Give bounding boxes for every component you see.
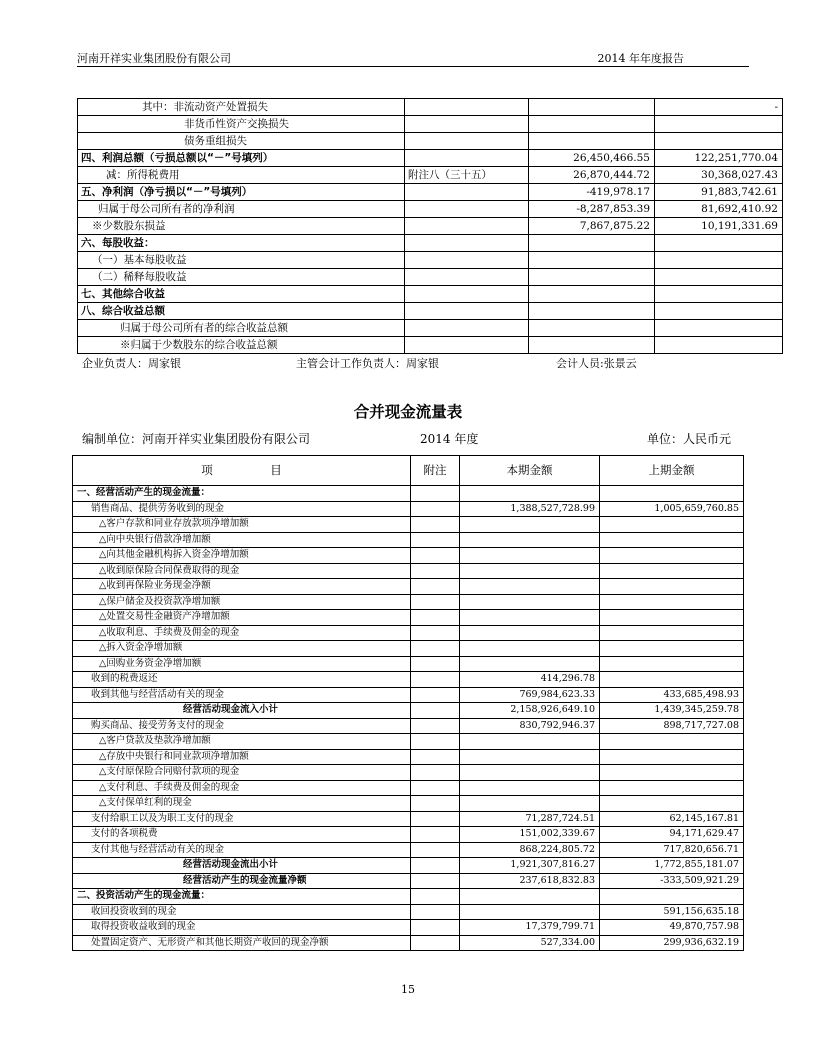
- row-label: △回购业务资金净增加额: [73, 656, 411, 672]
- row-label: 债务重组损失: [78, 133, 405, 150]
- signature-accountant: 会计人员:张景云: [556, 357, 637, 370]
- col-header-note: 附注: [411, 456, 460, 486]
- row-current-amount: [460, 749, 600, 765]
- row-current-amount: [460, 563, 600, 579]
- row-current-amount: [529, 252, 655, 269]
- row-current-amount: 71,287,724.51: [460, 811, 600, 827]
- row-label: 收到的税费返还: [73, 672, 411, 688]
- row-label: 七、其他综合收益: [78, 286, 405, 303]
- row-label: 取得投资收益收到的现金: [73, 920, 411, 936]
- row-label: 八、综合收益总额: [78, 303, 405, 320]
- table-row: [73, 873, 744, 889]
- row-note: [411, 641, 460, 657]
- row-current-amount: [460, 532, 600, 548]
- income-statement-table: [77, 98, 783, 354]
- preparer-unit: 编制单位：河南开祥实业集团股份有限公司: [82, 432, 311, 446]
- row-note: [411, 625, 460, 641]
- row-current-amount: 527,334.00: [460, 935, 600, 951]
- table-row: [73, 904, 744, 920]
- row-label: ※少数股东损益: [78, 218, 405, 235]
- row-note: [411, 532, 460, 548]
- table-row: [78, 252, 783, 269]
- table-row: [78, 218, 783, 235]
- row-current-amount: [529, 320, 655, 337]
- row-label: 非货币性资产交换损失: [78, 116, 405, 133]
- row-previous-amount: [600, 610, 744, 626]
- row-previous-amount: [655, 252, 783, 269]
- row-label: 归属于母公司所有者的综合收益总额: [78, 320, 405, 337]
- row-previous-amount: [600, 625, 744, 641]
- table-row: [73, 920, 744, 936]
- table-row: [78, 269, 783, 286]
- row-previous-amount: 299,936,632.19: [600, 935, 744, 951]
- row-note: [411, 672, 460, 688]
- row-previous-amount: [600, 641, 744, 657]
- table-row: [73, 811, 744, 827]
- row-label: △客户存款和同业存放款项净增加额: [73, 517, 411, 533]
- row-label: △收取利息、手续费及佣金的现金: [73, 625, 411, 641]
- table-row: [73, 517, 744, 533]
- row-note: [405, 218, 529, 235]
- table-row: [73, 641, 744, 657]
- table-row: [73, 765, 744, 781]
- row-current-amount: [529, 99, 655, 116]
- page-number: 15: [401, 983, 415, 996]
- row-previous-amount: 898,717,727.08: [600, 718, 744, 734]
- row-label: △支付原保险合同赔付款项的现金: [73, 765, 411, 781]
- row-current-amount: [529, 235, 655, 252]
- row-label: 经营活动产生的现金流量净额: [73, 873, 411, 889]
- table-row: [73, 548, 744, 564]
- row-previous-amount: [655, 303, 783, 320]
- row-label: 减：所得税费用: [78, 167, 405, 184]
- row-previous-amount: [600, 532, 744, 548]
- row-previous-amount: -333,509,921.29: [600, 873, 744, 889]
- row-note: [411, 858, 460, 874]
- row-label: 经营活动现金流入小计: [73, 703, 411, 719]
- page-header: [77, 50, 746, 67]
- row-label: △支付保单红利的现金: [73, 796, 411, 812]
- row-current-amount: 769,984,623.33: [460, 687, 600, 703]
- row-previous-amount: [600, 889, 744, 905]
- table-row: [78, 116, 783, 133]
- row-previous-amount: [600, 734, 744, 750]
- row-note: [411, 935, 460, 951]
- row-previous-amount: [600, 780, 744, 796]
- row-current-amount: [529, 286, 655, 303]
- row-previous-amount: 62,145,167.81: [600, 811, 744, 827]
- row-current-amount: 830,792,946.37: [460, 718, 600, 734]
- table-row: [78, 320, 783, 337]
- col-header-previous: 上期金额: [600, 456, 744, 486]
- header-company: 河南开祥实业集团股份有限公司: [77, 52, 231, 65]
- row-label: △处置交易性金融资产净增加额: [73, 610, 411, 626]
- row-label: 经营活动现金流出小计: [73, 858, 411, 874]
- table-row: [78, 286, 783, 303]
- row-label: 五、净利润（净亏损以“－”号填列）: [78, 184, 405, 201]
- row-note: [411, 548, 460, 564]
- table-row: [73, 935, 744, 951]
- table-row: [73, 563, 744, 579]
- row-previous-amount: [655, 235, 783, 252]
- row-label: △支付利息、手续费及佣金的现金: [73, 780, 411, 796]
- row-label: 支付的各项税费: [73, 827, 411, 843]
- row-current-amount: 17,379,799.71: [460, 920, 600, 936]
- row-note: [405, 201, 529, 218]
- header-divider: [77, 66, 749, 67]
- row-label: 支付给职工以及为职工支付的现金: [73, 811, 411, 827]
- row-current-amount: 26,870,444.72: [529, 167, 655, 184]
- table-row: [78, 150, 783, 167]
- row-note: [411, 656, 460, 672]
- row-current-amount: [460, 517, 600, 533]
- row-label: ※归属于少数股东的综合收益总额: [78, 337, 405, 354]
- row-note: [411, 517, 460, 533]
- row-label: 归属于母公司所有者的净利润: [78, 201, 405, 218]
- row-previous-amount: 91,883,742.61: [655, 184, 783, 201]
- row-previous-amount: -: [655, 99, 783, 116]
- table-row: [73, 718, 744, 734]
- table-row: [78, 184, 783, 201]
- table-row: [73, 889, 744, 905]
- row-previous-amount: [600, 749, 744, 765]
- table-row: [78, 99, 783, 116]
- row-previous-amount: 717,820,656.71: [600, 842, 744, 858]
- row-label: △向中央银行借款净增加额: [73, 532, 411, 548]
- row-label: 其中：非流动资产处置损失: [78, 99, 405, 116]
- row-note: [405, 116, 529, 133]
- table-row: [73, 532, 744, 548]
- row-current-amount: [460, 780, 600, 796]
- row-previous-amount: 30,368,027.43: [655, 167, 783, 184]
- row-note: [405, 337, 529, 354]
- cash-flow-title: 合并现金流量表: [353, 403, 463, 421]
- row-note: [411, 796, 460, 812]
- row-label: 处置固定资产、无形资产和其他长期资产收回的现金净额: [73, 935, 411, 951]
- table-row: [73, 625, 744, 641]
- row-note: [405, 269, 529, 286]
- row-current-amount: [460, 641, 600, 657]
- row-note: [411, 749, 460, 765]
- row-previous-amount: [600, 579, 744, 595]
- row-previous-amount: 81,692,410.92: [655, 201, 783, 218]
- cash-flow-header-row: [73, 456, 744, 486]
- row-previous-amount: [600, 672, 744, 688]
- row-note: [405, 252, 529, 269]
- row-previous-amount: 1,439,345,259.78: [600, 703, 744, 719]
- row-current-amount: 414,296.78: [460, 672, 600, 688]
- row-label: △收到再保险业务现金净额: [73, 579, 411, 595]
- row-label: 四、利润总额（亏损总额以“－”号填列）: [78, 150, 405, 167]
- report-year: 2014 年度: [420, 432, 479, 446]
- row-current-amount: [460, 796, 600, 812]
- row-note: [405, 99, 529, 116]
- row-previous-amount: 1,772,855,181.07: [600, 858, 744, 874]
- row-previous-amount: [600, 563, 744, 579]
- row-previous-amount: [600, 517, 744, 533]
- table-row: [73, 842, 744, 858]
- table-row: [73, 594, 744, 610]
- table-row: [73, 734, 744, 750]
- row-previous-amount: [655, 269, 783, 286]
- row-note: [411, 501, 460, 517]
- table-row: [73, 858, 744, 874]
- row-note: [411, 579, 460, 595]
- row-current-amount: [460, 579, 600, 595]
- row-current-amount: [529, 303, 655, 320]
- row-label: △收到原保险合同保费取得的现金: [73, 563, 411, 579]
- row-previous-amount: 49,870,757.98: [600, 920, 744, 936]
- table-row: [73, 780, 744, 796]
- row-previous-amount: 10,191,331.69: [655, 218, 783, 235]
- row-current-amount: 7,867,875.22: [529, 218, 655, 235]
- row-previous-amount: [600, 486, 744, 502]
- row-previous-amount: [600, 548, 744, 564]
- row-note: 附注八（三十五）: [405, 167, 529, 184]
- row-label: 收到其他与经营活动有关的现金: [73, 687, 411, 703]
- row-note: [411, 594, 460, 610]
- row-note: [411, 718, 460, 734]
- row-label: 二、投资活动产生的现金流量：: [73, 889, 411, 905]
- row-note: [411, 703, 460, 719]
- row-current-amount: [529, 133, 655, 150]
- table-row: [73, 672, 744, 688]
- row-note: [405, 150, 529, 167]
- table-row: [73, 687, 744, 703]
- col-header-current: 本期金额: [460, 456, 600, 486]
- row-note: [411, 827, 460, 843]
- row-note: [405, 184, 529, 201]
- row-note: [411, 920, 460, 936]
- row-label: 六、每股收益：: [78, 235, 405, 252]
- signature-head: 企业负责人：周家银: [82, 357, 181, 370]
- row-current-amount: [529, 116, 655, 133]
- signature-acct-head: 主管会计工作负责人：周家银: [296, 357, 439, 370]
- row-previous-amount: 94,171,629.47: [600, 827, 744, 843]
- row-label: 收回投资收到的现金: [73, 904, 411, 920]
- row-current-amount: 1,388,527,728.99: [460, 501, 600, 517]
- row-current-amount: [529, 269, 655, 286]
- row-current-amount: -8,287,853.39: [529, 201, 655, 218]
- header-report-title: 2014 年年度报告: [597, 52, 684, 65]
- row-note: [411, 687, 460, 703]
- row-label: 支付其他与经营活动有关的现金: [73, 842, 411, 858]
- row-previous-amount: 433,685,498.93: [600, 687, 744, 703]
- row-previous-amount: 122,251,770.04: [655, 150, 783, 167]
- row-previous-amount: 591,156,635.18: [600, 904, 744, 920]
- row-current-amount: 868,224,805.72: [460, 842, 600, 858]
- row-current-amount: [460, 486, 600, 502]
- table-row: [78, 303, 783, 320]
- table-row: [73, 827, 744, 843]
- row-label: 一、经营活动产生的现金流量：: [73, 486, 411, 502]
- row-note: [411, 811, 460, 827]
- row-note: [411, 904, 460, 920]
- table-row: [73, 579, 744, 595]
- row-label: △存放中央银行和同业款项净增加额: [73, 749, 411, 765]
- row-note: [405, 133, 529, 150]
- row-note: [411, 842, 460, 858]
- row-current-amount: 151,002,339.67: [460, 827, 600, 843]
- row-note: [405, 320, 529, 337]
- row-current-amount: [460, 548, 600, 564]
- table-row: [73, 656, 744, 672]
- row-current-amount: -419,978.17: [529, 184, 655, 201]
- table-row: [73, 501, 744, 517]
- row-previous-amount: [655, 116, 783, 133]
- row-current-amount: [460, 610, 600, 626]
- row-note: [411, 765, 460, 781]
- row-previous-amount: 1,005,659,760.85: [600, 501, 744, 517]
- table-row: [78, 133, 783, 150]
- row-label: （二）稀释每股收益: [78, 269, 405, 286]
- row-previous-amount: [600, 765, 744, 781]
- row-label: △向其他金融机构拆入资金净增加额: [73, 548, 411, 564]
- row-current-amount: [529, 337, 655, 354]
- row-label: △拆入资金净增加额: [73, 641, 411, 657]
- row-previous-amount: [655, 133, 783, 150]
- row-label: △客户贷款及垫款净增加额: [73, 734, 411, 750]
- row-current-amount: 26,450,466.55: [529, 150, 655, 167]
- row-label: △保户储金及投资款净增加额: [73, 594, 411, 610]
- row-note: [411, 734, 460, 750]
- row-note: [405, 303, 529, 320]
- row-previous-amount: [600, 594, 744, 610]
- row-current-amount: [460, 594, 600, 610]
- row-current-amount: [460, 625, 600, 641]
- table-row: [78, 337, 783, 354]
- row-note: [411, 780, 460, 796]
- row-note: [411, 563, 460, 579]
- row-current-amount: [460, 889, 600, 905]
- currency-unit: 单位：人民币元: [647, 432, 732, 446]
- row-previous-amount: [600, 656, 744, 672]
- row-label: 销售商品、提供劳务收到的现金: [73, 501, 411, 517]
- row-current-amount: 2,158,926,649.10: [460, 703, 600, 719]
- table-row: [73, 486, 744, 502]
- row-current-amount: [460, 765, 600, 781]
- row-current-amount: [460, 734, 600, 750]
- table-row: [73, 703, 744, 719]
- table-row: [78, 167, 783, 184]
- table-row: [73, 610, 744, 626]
- col-header-item: 项 目: [73, 456, 411, 486]
- row-note: [405, 286, 529, 303]
- row-previous-amount: [655, 286, 783, 303]
- cash-flow-table: [72, 455, 744, 951]
- row-label: （一）基本每股收益: [78, 252, 405, 269]
- row-previous-amount: [655, 320, 783, 337]
- row-label: 购买商品、接受劳务支付的现金: [73, 718, 411, 734]
- row-note: [411, 889, 460, 905]
- row-note: [405, 235, 529, 252]
- row-current-amount: [460, 656, 600, 672]
- table-row: [78, 201, 783, 218]
- row-note: [411, 873, 460, 889]
- row-note: [411, 486, 460, 502]
- row-note: [411, 610, 460, 626]
- table-row: [73, 796, 744, 812]
- row-previous-amount: [655, 337, 783, 354]
- row-current-amount: 1,921,307,816.27: [460, 858, 600, 874]
- table-row: [73, 749, 744, 765]
- row-previous-amount: [600, 796, 744, 812]
- row-current-amount: [460, 904, 600, 920]
- table-row: [78, 235, 783, 252]
- row-current-amount: 237,618,832.83: [460, 873, 600, 889]
